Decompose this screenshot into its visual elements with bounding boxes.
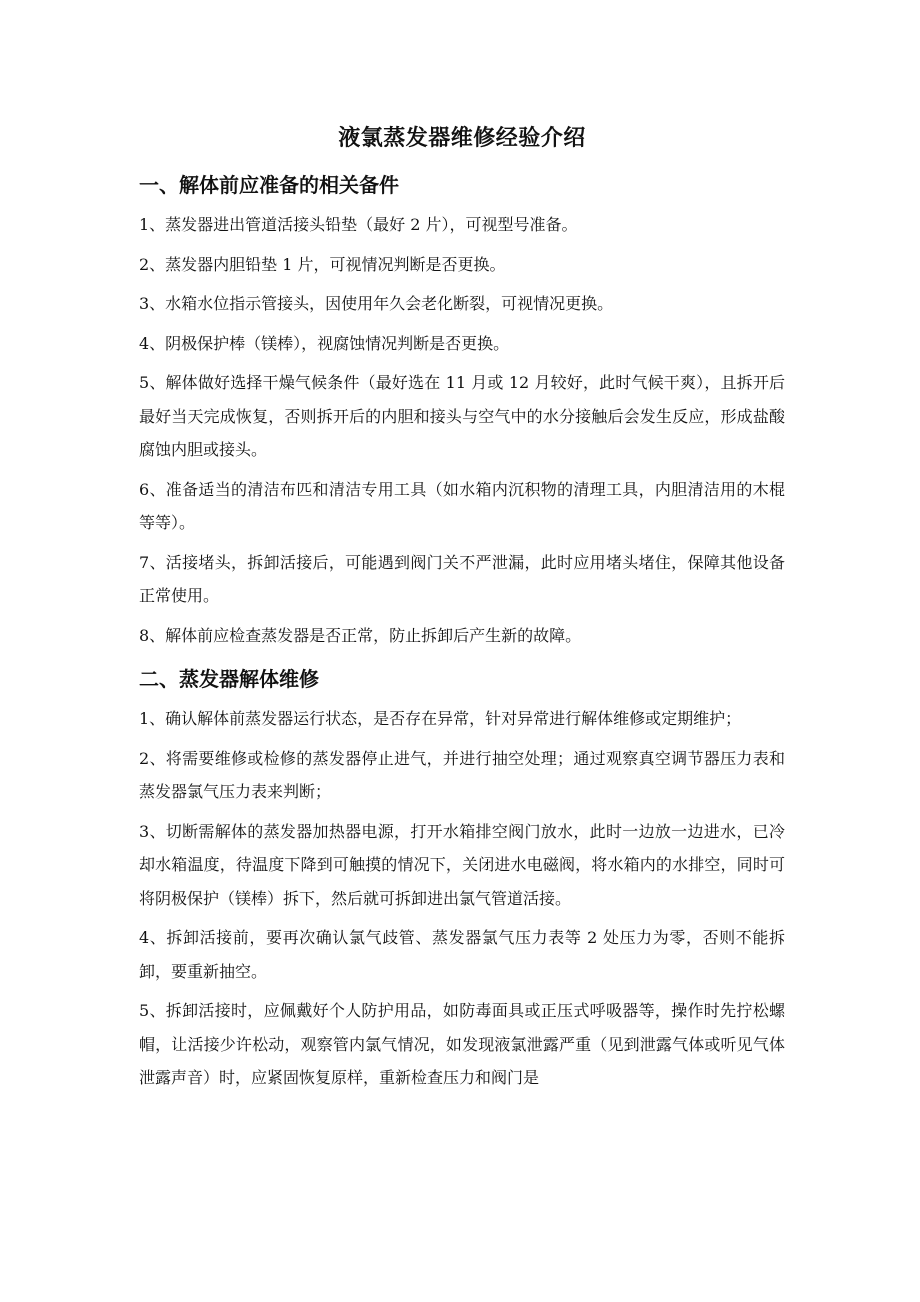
- list-item: 2、将需要维修或检修的蒸发器停止进气，并进行抽空处理；通过观察真空调节器压力表和蒸发器氯气压力表来判断；: [139, 748, 785, 801]
- section-disassembly-repair: [139, 662, 785, 1095]
- list-item: 2、蒸发器内胆铅垫 1 片，可视情况判断是否更换。: [139, 254, 506, 274]
- section-heading: 一、解体前应准备的相关备件: [139, 173, 399, 197]
- document-title: 液氯蒸发器维修经验介绍: [338, 125, 586, 151]
- list-item: 3、切断需解体的蒸发器加热器电源，打开水箱排空阀门放水，此时一边放一边进水，已冷却水箱温度，待温度下降到可触摸的情况下，关闭进水电磁阀，将水箱内的水排空，同时可将阴极保护（镁棒）拆下，然后就可拆卸进出氯气管道活接。: [139, 821, 785, 908]
- list-item: 1、蒸发器进出管道活接头铅垫（最好 2 片），可视型号准备。: [139, 215, 578, 234]
- list-item: 4、阴极保护棒（镁棒），视腐蚀情况判断是否更换。: [139, 333, 510, 353]
- section-spare-parts: [139, 168, 785, 652]
- list-item: 5、解体做好选择干燥气候条件（最好选在 11 月或 12 月较好，此时气候干爽），且拆开后最好当天完成恢复，否则拆开后的内胆和接头与空气中的水分接触后会发生反应，形成盐酸腐蚀内胆或接头。: [139, 373, 785, 459]
- list-item: 3、水箱水位指示管接头，因使用年久会老化断裂，可视情况更换。: [139, 294, 614, 313]
- list-item: 4、拆卸活接前，要再次确认氯气歧管、蒸发器氯气压力表等 2 处压力为零，否则不能拆卸，要重新抽空。: [139, 928, 785, 981]
- list-item: 8、解体前应检查蒸发器是否正常，防止拆卸后产生新的故障。: [139, 625, 582, 645]
- list-item: 6、准备适当的清洁布匹和清洁专用工具（如水箱内沉积物的清理工具，内胆清洁用的木棍等等）。: [139, 479, 785, 532]
- list-item: 7、活接堵头，拆卸活接后，可能遇到阀门关不严泄漏，此时应用堵头堵住，保障其他设备正常使用。: [139, 552, 785, 605]
- list-item: 5、拆卸活接时，应佩戴好个人防护用品，如防毒面具或正压式呼吸器等，操作时先拧松螺帽，让活接少许松动，观察管内氯气情况，如发现液氯泄露严重（见到泄露气体或听见气体泄露声音）时，应紧固恢复原样，重新检查压力和阀门是: [139, 1001, 785, 1087]
- list-item: 1、确认解体前蒸发器运行状态，是否存在异常，针对异常进行解体维修或定期维护；: [139, 709, 742, 728]
- section-heading: 二、蒸发器解体维修: [139, 667, 319, 691]
